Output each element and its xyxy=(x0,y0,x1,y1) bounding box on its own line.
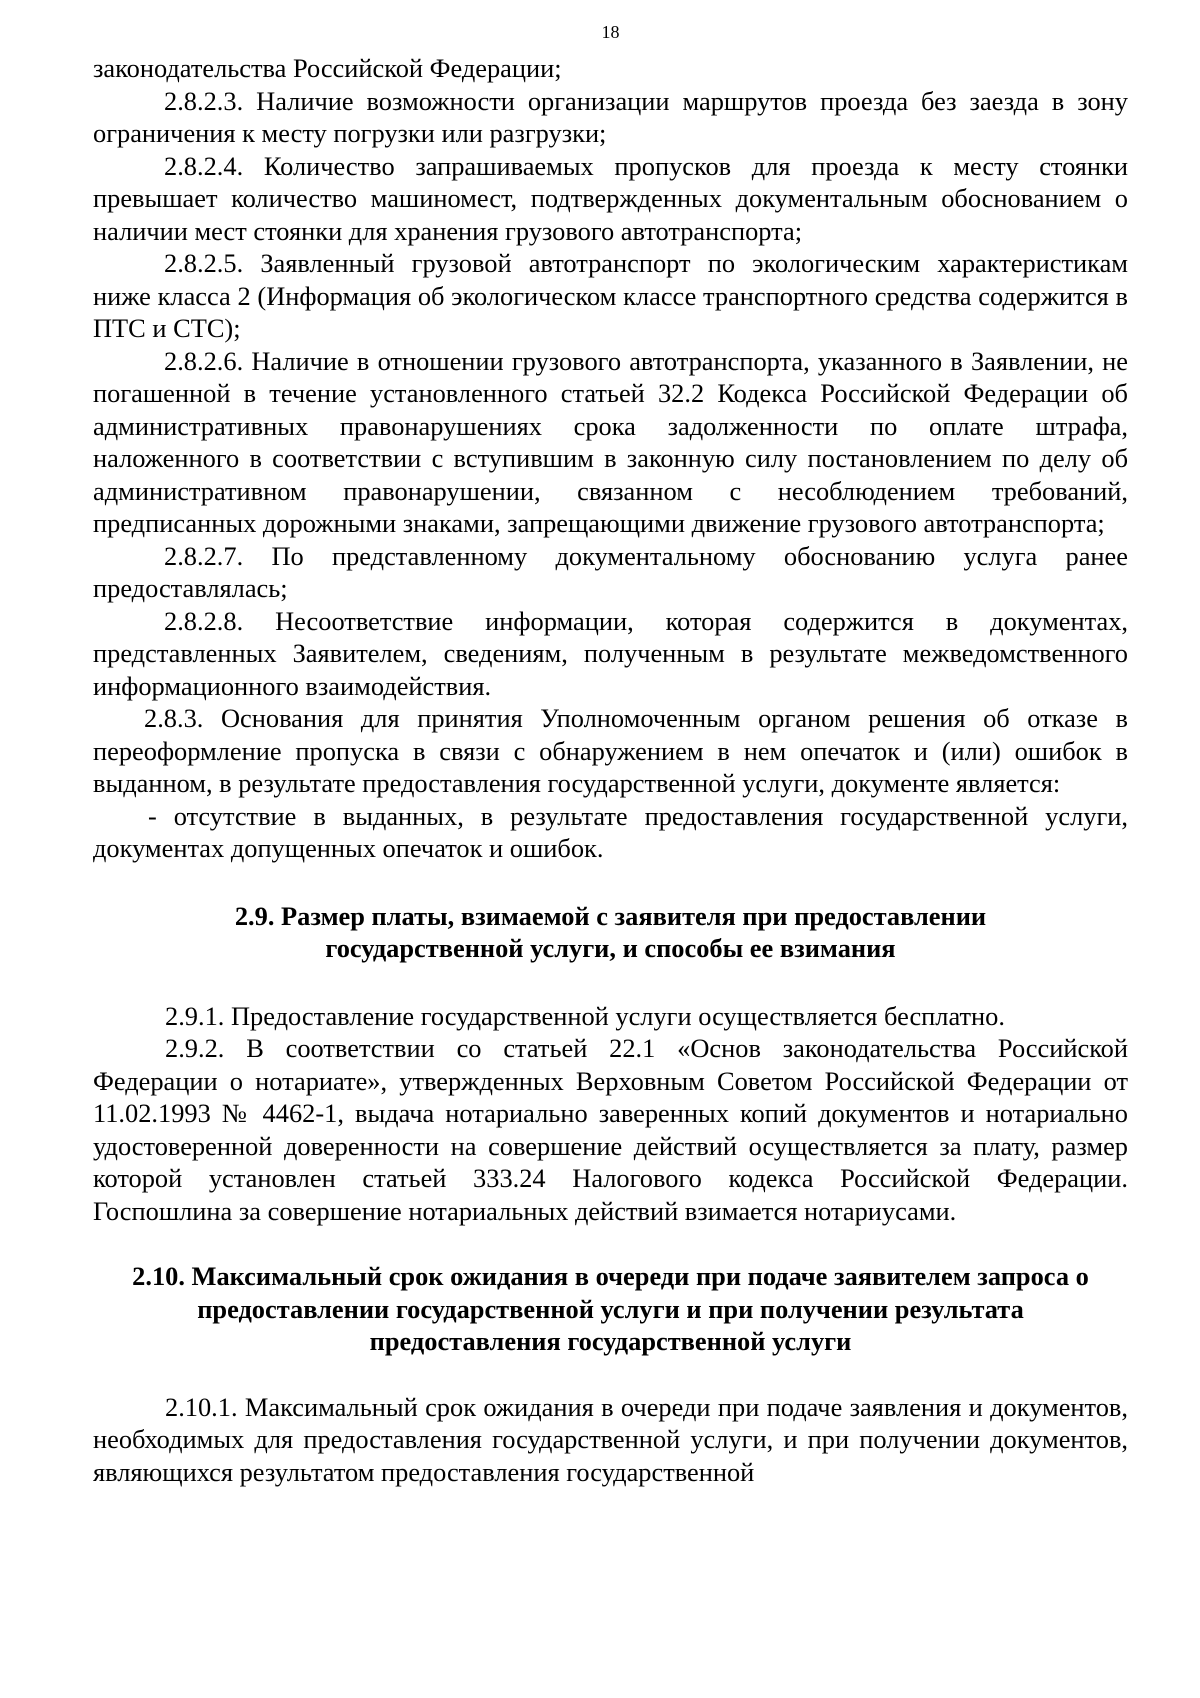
clause-2-8-2-7: 2.8.2.7. По представленному документальному обоснованию услуга ранее предоставлялась; xyxy=(93,540,1128,603)
clause-2-8-2-8: 2.8.2.8. Несоответствие информации, которая содержится в документах, представленных Заявителем, сведениям, полученным в результате межведомственного информационного взаимодействия. xyxy=(93,605,1128,701)
section-heading-2-10 xyxy=(93,1260,1128,1358)
clause-2-8-2-5: 2.8.2.5. Заявленный грузовой автотранспорт по экологическим характеристикам ниже класса 2 (Информация об экологическом классе транспортного средства содержится в ПТС и СТС); xyxy=(93,248,1128,343)
page-number: 18 xyxy=(601,22,620,42)
section-heading-2-10-line3: предоставления государственной услуги xyxy=(369,1326,852,1356)
clause-2-9-1: 2.9.1. Предоставление государственной услуги осуществляется бесплатно. xyxy=(165,1000,1005,1031)
section-heading-2-10-line1: 2.10. Максимальный срок ожидания в очереди при подаче заявителем запроса о xyxy=(132,1261,1089,1291)
section-heading-2-10-line2: предоставлении государственной услуги и при получении результата xyxy=(197,1293,1024,1324)
clause-2-9-2: 2.9.2. В соответствии со статьей 22.1 «Основ законодательства Российской Федерации о нотариате», утвержденных Верховным Советом Российской Федерации от 11.02.1993 № 4462-1, выдача нотариально заверенных копий документов и нотариально удостоверенной доверенности на совершение действий осуществляется за плату, размер которой установлен статьей 333.24 Налогового кодекса Российской Федерации. Госпошлина за совершение нотариальных действий взимается нотариусами. xyxy=(93,1033,1128,1226)
clause-2-8-3: 2.8.3. Основания для принятия Уполномоченным органом решения об отказе в переоформление пропуска в связи с обнаружением в нем опечаток и (или) ошибок в выданном, в результате предоставления государственной услуги, документе является: xyxy=(93,703,1128,798)
section-heading-2-9-line2: государственной услуги, и способы ее взимания xyxy=(325,933,896,963)
paragraph-continuation: законодательства Российской Федерации; xyxy=(93,53,562,83)
section-heading-2-9-line1: 2.9. Размер платы, взимаемой с заявителя при предоставлении xyxy=(234,900,987,931)
section-heading-2-9 xyxy=(93,900,1128,965)
clause-2-8-2-6: 2.8.2.6. Наличие в отношении грузового автотранспорта, указанного в Заявлении, не погашенной в течение установленного статьей 32.2 Кодекса Российской Федерации об административных правонарушениях срока задолженности по оплате штрафа, наложенного в соответствии с вступившим в законную силу постановлением по делу об административном правонарушении, связанном с несоблюдением требований, предписанных дорожными знаками, запрещающими движение грузового автотранспорта; xyxy=(93,345,1128,538)
clause-2-8-2-3: 2.8.2.3. Наличие возможности организации маршрутов проезда без заезда в зону ограничения к месту погрузки или разгрузки; xyxy=(93,85,1128,148)
document-page xyxy=(93,22,1128,1488)
clause-2-8-2-4: 2.8.2.4. Количество запрашиваемых пропусков для проезда к месту стоянки превышает количество машиномест, подтвержденных документальным обоснованием о наличии мест стоянки для хранения грузового автотранспорта; xyxy=(93,150,1128,246)
clause-2-8-3-item: - отсутствие в выданных, в результате предоставления государственной услуги, документах допущенных опечаток и ошибок. xyxy=(93,800,1128,863)
clause-2-10-1: 2.10.1. Максимальный срок ожидания в очереди при подаче заявления и документов, необходимых для предоставления государственной услуги, и при получении документов, являющихся результатом предоставления государственной xyxy=(93,1391,1128,1487)
